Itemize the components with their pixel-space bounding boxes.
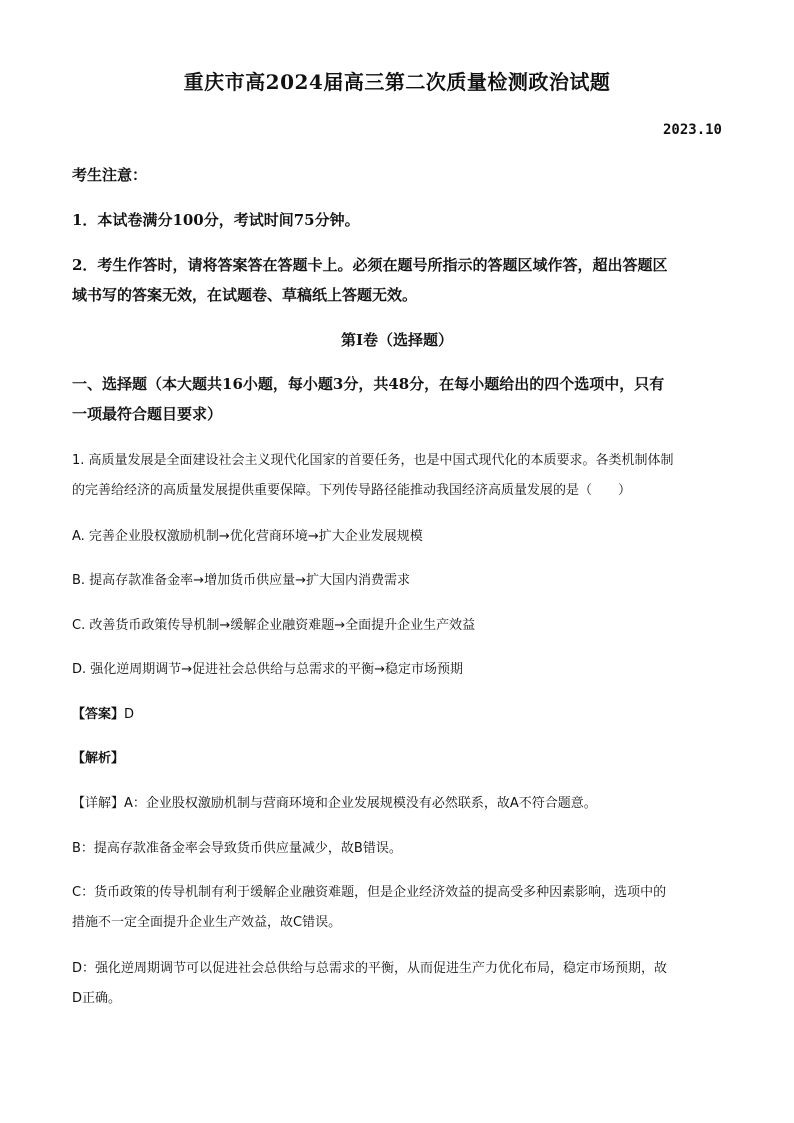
option-c: C. 改善货币政策传导机制→缓解企业融资难题→全面提升企业生产效益 bbox=[72, 618, 476, 633]
part-instructions-line-2: 一项最符合题目要求） bbox=[72, 405, 223, 423]
detail-a-text: A：企业股权激励机制与营商环境和企业发展规模没有必然联系，故A不符合题意。 bbox=[124, 796, 597, 811]
analysis-label: 【解析】 bbox=[72, 751, 125, 766]
detail-a bbox=[72, 789, 722, 819]
answer-label: 【答案】 bbox=[72, 707, 125, 722]
option-a: A. 完善企业股权激励机制→优化营商环境→扩大企业发展规模 bbox=[72, 529, 423, 544]
notice-item-2-line-2: 域书写的答案无效，在试题卷、草稿纸上答题无效。 bbox=[72, 286, 418, 304]
detail-label: 【详解】 bbox=[72, 796, 125, 811]
notice-item-2 bbox=[72, 250, 722, 310]
question-1-stem bbox=[72, 446, 722, 506]
detail-d bbox=[72, 954, 722, 1014]
analysis-line bbox=[72, 744, 722, 774]
notice-item-1: 1．本试卷满分100分，考试时间75分钟。 bbox=[72, 211, 360, 229]
option-d: D. 强化逆周期调节→促进社会总供给与总需求的平衡→稳定市场预期 bbox=[72, 662, 464, 677]
notice-heading: 考生注意： bbox=[72, 166, 148, 184]
exam-title: 重庆市高2024届高三第二次质量检测政治试题 bbox=[183, 70, 611, 94]
question-1-stem-line-1: 1. 高质量发展是全面建设社会主义现代化国家的首要任务，也是中国式现代化的本质要求。各类机制体制 bbox=[72, 453, 674, 468]
notice-item-2-line-1: 2．考生作答时，请将答案答在答题卡上。必须在题号所指示的答题区域作答，超出答题区 bbox=[72, 256, 668, 274]
volume-heading: 第I卷（选择题） bbox=[340, 331, 454, 349]
detail-c-line-1: C：货币政策的传导机制有利于缓解企业融资难题，但是企业经济效益的提高受多种因素影响，选项中的 bbox=[72, 885, 667, 900]
detail-b: B：提高存款准备金率会导致货币供应量减少，故B错误。 bbox=[72, 841, 402, 856]
part-instructions bbox=[72, 369, 722, 429]
answer-line bbox=[72, 700, 722, 730]
exam-date: 2023.10 bbox=[662, 122, 722, 138]
option-b: B. 提高存款准备金率→增加货币供应量→扩大国内消费需求 bbox=[72, 573, 410, 588]
detail-c-line-2: 措施不一定全面提升企业生产效益，故C错误。 bbox=[72, 915, 342, 930]
detail-c bbox=[72, 878, 722, 938]
detail-d-line-2: D正确。 bbox=[72, 991, 122, 1006]
question-1-stem-line-2: 的完善给经济的高质量发展提供重要保障。下列传导路径能推动我国经济高质量发展的是（ ） bbox=[72, 483, 632, 498]
part-instructions-line-1: 一、选择题（本大题共16小题，每小题3分，共48分，在每小题给出的四个选项中，只有 bbox=[72, 375, 665, 393]
answer-value: D bbox=[124, 707, 135, 722]
detail-d-line-1: D：强化逆周期调节可以促进社会总供给与总需求的平衡，从而促进生产力优化布局，稳定市场预期，故 bbox=[72, 961, 668, 976]
